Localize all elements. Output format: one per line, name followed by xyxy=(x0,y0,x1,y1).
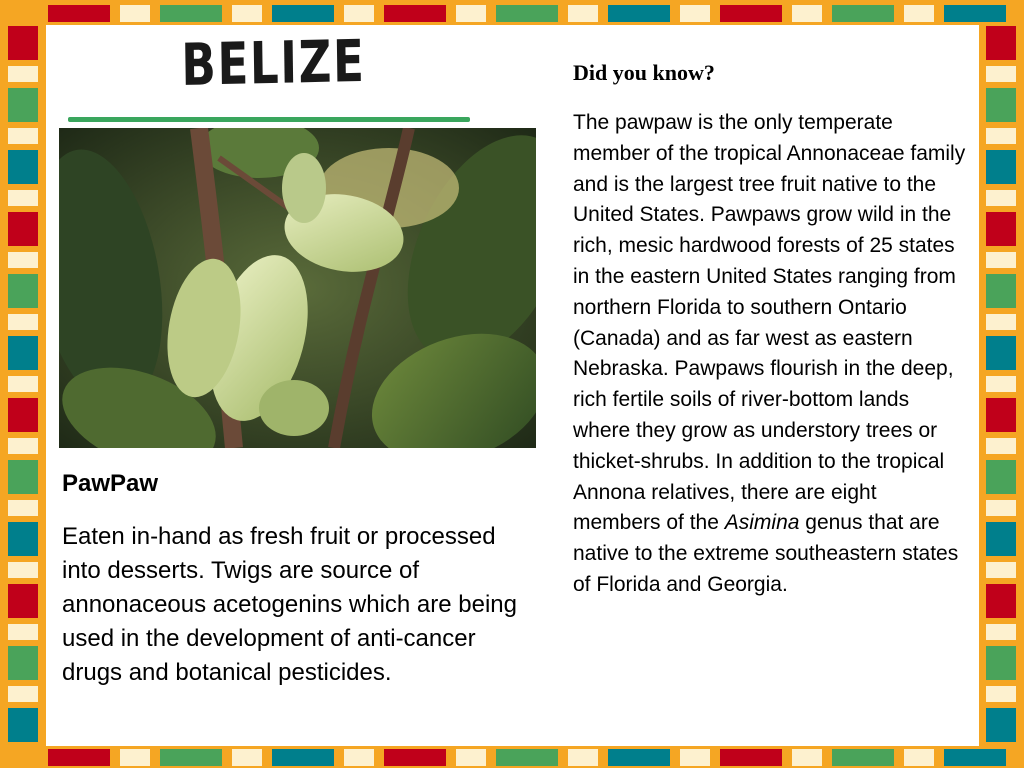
border-tile-right xyxy=(986,66,1016,82)
border-tile-right xyxy=(986,500,1016,516)
border-tile-bottom xyxy=(48,749,110,766)
border-tile-left xyxy=(8,500,38,516)
border-tile-bottom xyxy=(904,749,934,766)
border-tile-right xyxy=(986,190,1016,206)
border-tile-top xyxy=(272,5,334,22)
border-tile-right xyxy=(986,128,1016,144)
border-tile-bottom xyxy=(832,749,894,766)
border-tile-bottom xyxy=(272,749,334,766)
border-tile-right xyxy=(986,562,1016,578)
border-tile-right xyxy=(986,686,1016,702)
border-tile-right xyxy=(986,314,1016,330)
border-tile-right xyxy=(986,460,1016,494)
border-tile-right xyxy=(986,252,1016,268)
border-tile-right xyxy=(986,336,1016,370)
border-tile-left xyxy=(8,624,38,640)
border-tile-top xyxy=(496,5,558,22)
border-tile-right xyxy=(986,212,1016,246)
border-tile-bottom xyxy=(344,749,374,766)
border-tile-right xyxy=(986,26,1016,60)
border-tile-right xyxy=(986,88,1016,122)
border-tile-top xyxy=(48,5,110,22)
border-tile-left xyxy=(8,336,38,370)
border-tile-left xyxy=(8,522,38,556)
border-tile-bottom xyxy=(384,749,446,766)
border-tile-bottom xyxy=(456,749,486,766)
border-tile-left xyxy=(8,66,38,82)
border-tile-bottom xyxy=(568,749,598,766)
fruit-description: Eaten in-hand as fresh fruit or processed into desserts. Twigs are source of annonaceous acetogenins which are being used in the development of anti-cancer drugs and botanical pesticides. xyxy=(62,523,518,686)
border-tile-left xyxy=(8,26,38,60)
border-tile-left xyxy=(8,646,38,680)
border-tile-right xyxy=(986,438,1016,454)
border-tile-left xyxy=(8,584,38,618)
border-tile-bottom xyxy=(120,749,150,766)
border-tile-left xyxy=(8,460,38,494)
border-tile-bottom xyxy=(720,749,782,766)
border-tile-top xyxy=(904,5,934,22)
belize-logo: BELIZE xyxy=(180,26,366,99)
border-tile-bottom xyxy=(496,749,558,766)
border-tile-left xyxy=(8,686,38,702)
did-you-know-heading: Did you know? xyxy=(573,60,715,85)
border-tile-right xyxy=(986,150,1016,184)
border-tile-top xyxy=(792,5,822,22)
border-tile-right xyxy=(986,584,1016,618)
border-tile-left xyxy=(8,398,38,432)
border-tile-right xyxy=(986,708,1016,742)
border-tile-left xyxy=(8,150,38,184)
border-tile-top xyxy=(680,5,710,22)
border-tile-top xyxy=(384,5,446,22)
logo-underline xyxy=(68,117,470,122)
did-you-know-text-part2: genus that are native to the extreme southeastern states of Florida and Georgia. xyxy=(573,511,959,596)
border-tile-left xyxy=(8,438,38,454)
did-you-know-text-part1: The pawpaw is the only temperate member of the tropical Annonaceae family and is the largest tree fruit native to the United States. Pawpaws grow wild in the rich, mesic hardwood forests of 25 states in the eastern United States ranging from northern Florida to southern Ontario (Canada) and as far west as eastern Nebraska. Pawpaws flourish in the deep, rich fertile soils of river-bottom lands where they grow as understory trees or thicket-shrubs. In addition to the tropical Annona relatives, there are eight members of the xyxy=(573,111,966,535)
border-tile-top xyxy=(608,5,670,22)
border-tile-left xyxy=(8,708,38,742)
border-tile-right xyxy=(986,398,1016,432)
border-tile-bottom xyxy=(944,749,1006,766)
border-tile-top xyxy=(160,5,222,22)
border-tile-bottom xyxy=(792,749,822,766)
border-tile-left xyxy=(8,376,38,392)
border-tile-bottom xyxy=(608,749,670,766)
border-tile-bottom xyxy=(680,749,710,766)
pawpaw-photo xyxy=(59,128,536,448)
border-tile-top xyxy=(944,5,1006,22)
did-you-know-body xyxy=(573,108,969,601)
border-tile-left xyxy=(8,314,38,330)
border-tile-top xyxy=(832,5,894,22)
border-tile-top xyxy=(568,5,598,22)
border-tile-bottom xyxy=(232,749,262,766)
border-tile-left xyxy=(8,562,38,578)
border-tile-right xyxy=(986,376,1016,392)
border-tile-left xyxy=(8,212,38,246)
border-tile-left xyxy=(8,128,38,144)
border-tile-bottom xyxy=(160,749,222,766)
border-tile-top xyxy=(344,5,374,22)
border-tile-right xyxy=(986,646,1016,680)
border-tile-left xyxy=(8,274,38,308)
fruit-title: PawPaw xyxy=(62,470,159,497)
border-tile-right xyxy=(986,522,1016,556)
border-tile-top xyxy=(120,5,150,22)
border-tile-right xyxy=(986,274,1016,308)
border-tile-top xyxy=(720,5,782,22)
border-tile-left xyxy=(8,190,38,206)
border-tile-left xyxy=(8,252,38,268)
genus-name: Asimina xyxy=(724,511,800,535)
border-tile-left xyxy=(8,88,38,122)
border-tile-right xyxy=(986,624,1016,640)
border-tile-top xyxy=(456,5,486,22)
border-tile-top xyxy=(232,5,262,22)
